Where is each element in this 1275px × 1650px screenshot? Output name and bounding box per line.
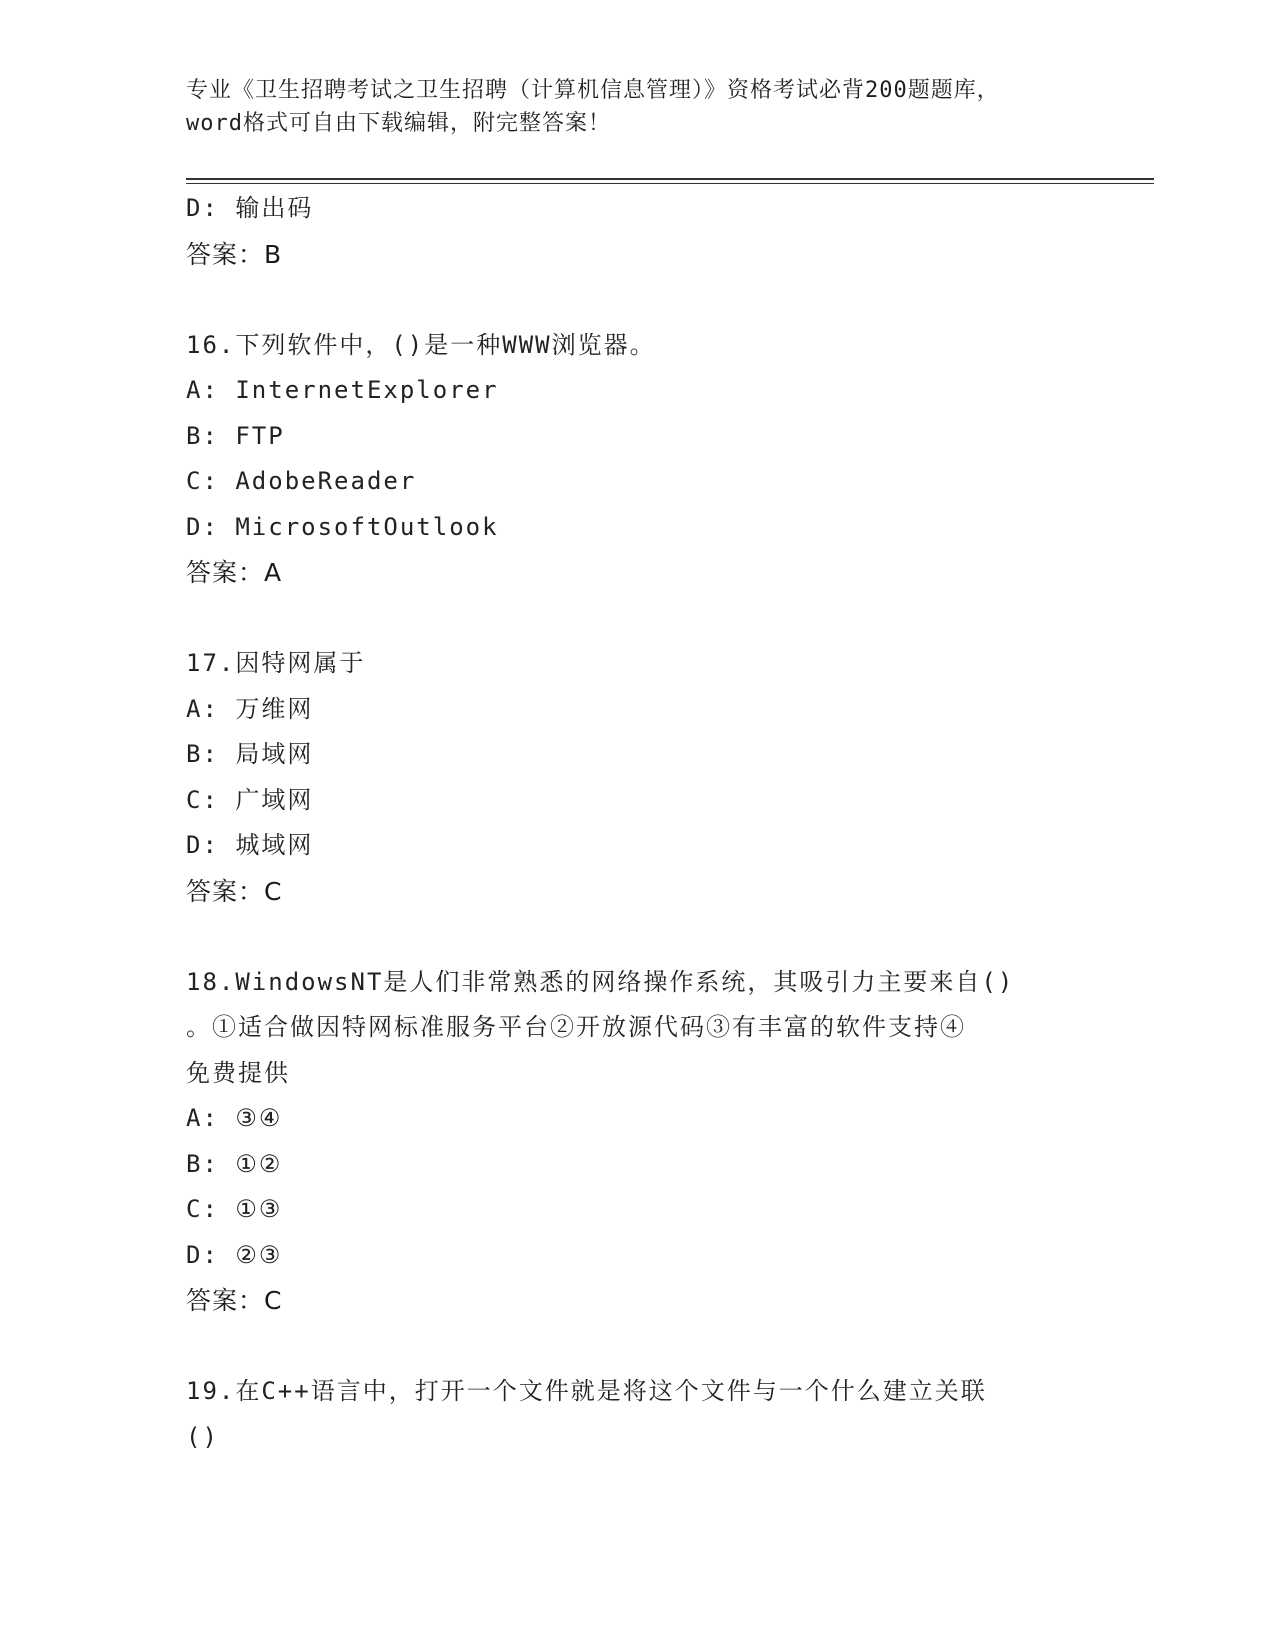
option-a: A: InternetExplorer	[186, 376, 499, 404]
question-stem: 19.在C++语言中，打开一个文件就是将这个文件与一个什么建立关联	[186, 1377, 987, 1405]
document-header	[186, 74, 1086, 140]
header-title-line-2: word格式可自由下载编辑，附完整答案！	[186, 111, 611, 136]
option-b: B: ①②	[186, 1149, 283, 1178]
answer-line: 答案：A	[186, 558, 283, 587]
answer-line: 答案：C	[186, 1286, 283, 1315]
option-a: A: ③④	[186, 1104, 283, 1132]
question-stem-continued: 。①适合做因特网标准服务平台②开放源代码③有丰富的软件支持④	[186, 1013, 966, 1041]
option-d: D: ②③	[186, 1240, 283, 1269]
header-divider-thin	[186, 183, 1154, 184]
option-a: A: 万维网	[186, 694, 314, 723]
spacer	[186, 277, 1086, 323]
question-16	[186, 323, 1086, 596]
question-19	[186, 1369, 1086, 1460]
option-c: C: AdobeReader	[186, 467, 417, 495]
option-d: D: 输出码	[186, 194, 314, 222]
question-stem: 16.下列软件中，()是一种WWW浏览器。	[186, 330, 656, 359]
question-17	[186, 641, 1086, 914]
option-d: D: MicrosoftOutlook	[186, 512, 499, 541]
spacer	[186, 596, 1086, 642]
header-divider-thick	[186, 178, 1154, 180]
spacer	[186, 1324, 1086, 1370]
option-b: B: FTP	[186, 421, 285, 450]
question-stem: 17.因特网属于	[186, 649, 366, 677]
option-c: C: ①③	[186, 1195, 283, 1223]
question-list	[186, 186, 1086, 1460]
spacer	[186, 914, 1086, 960]
answer-line: 答案：B	[186, 239, 283, 269]
question-stem: 18.WindowsNT是人们非常熟悉的网络操作系统，其吸引力主要来自()	[186, 967, 1015, 996]
question-stem-continued: 免费提供	[186, 1058, 290, 1087]
question-18	[186, 960, 1086, 1324]
option-c: C: 广域网	[186, 785, 314, 814]
question-stem-continued: ()	[186, 1422, 219, 1451]
option-d: D: 城域网	[186, 831, 314, 859]
option-b: B: 局域网	[186, 740, 314, 768]
header-title-line-1: 专业《卫生招聘考试之卫生招聘（计算机信息管理）》资格考试必背200题题库，	[186, 78, 1000, 103]
answer-line: 答案：C	[186, 876, 283, 906]
